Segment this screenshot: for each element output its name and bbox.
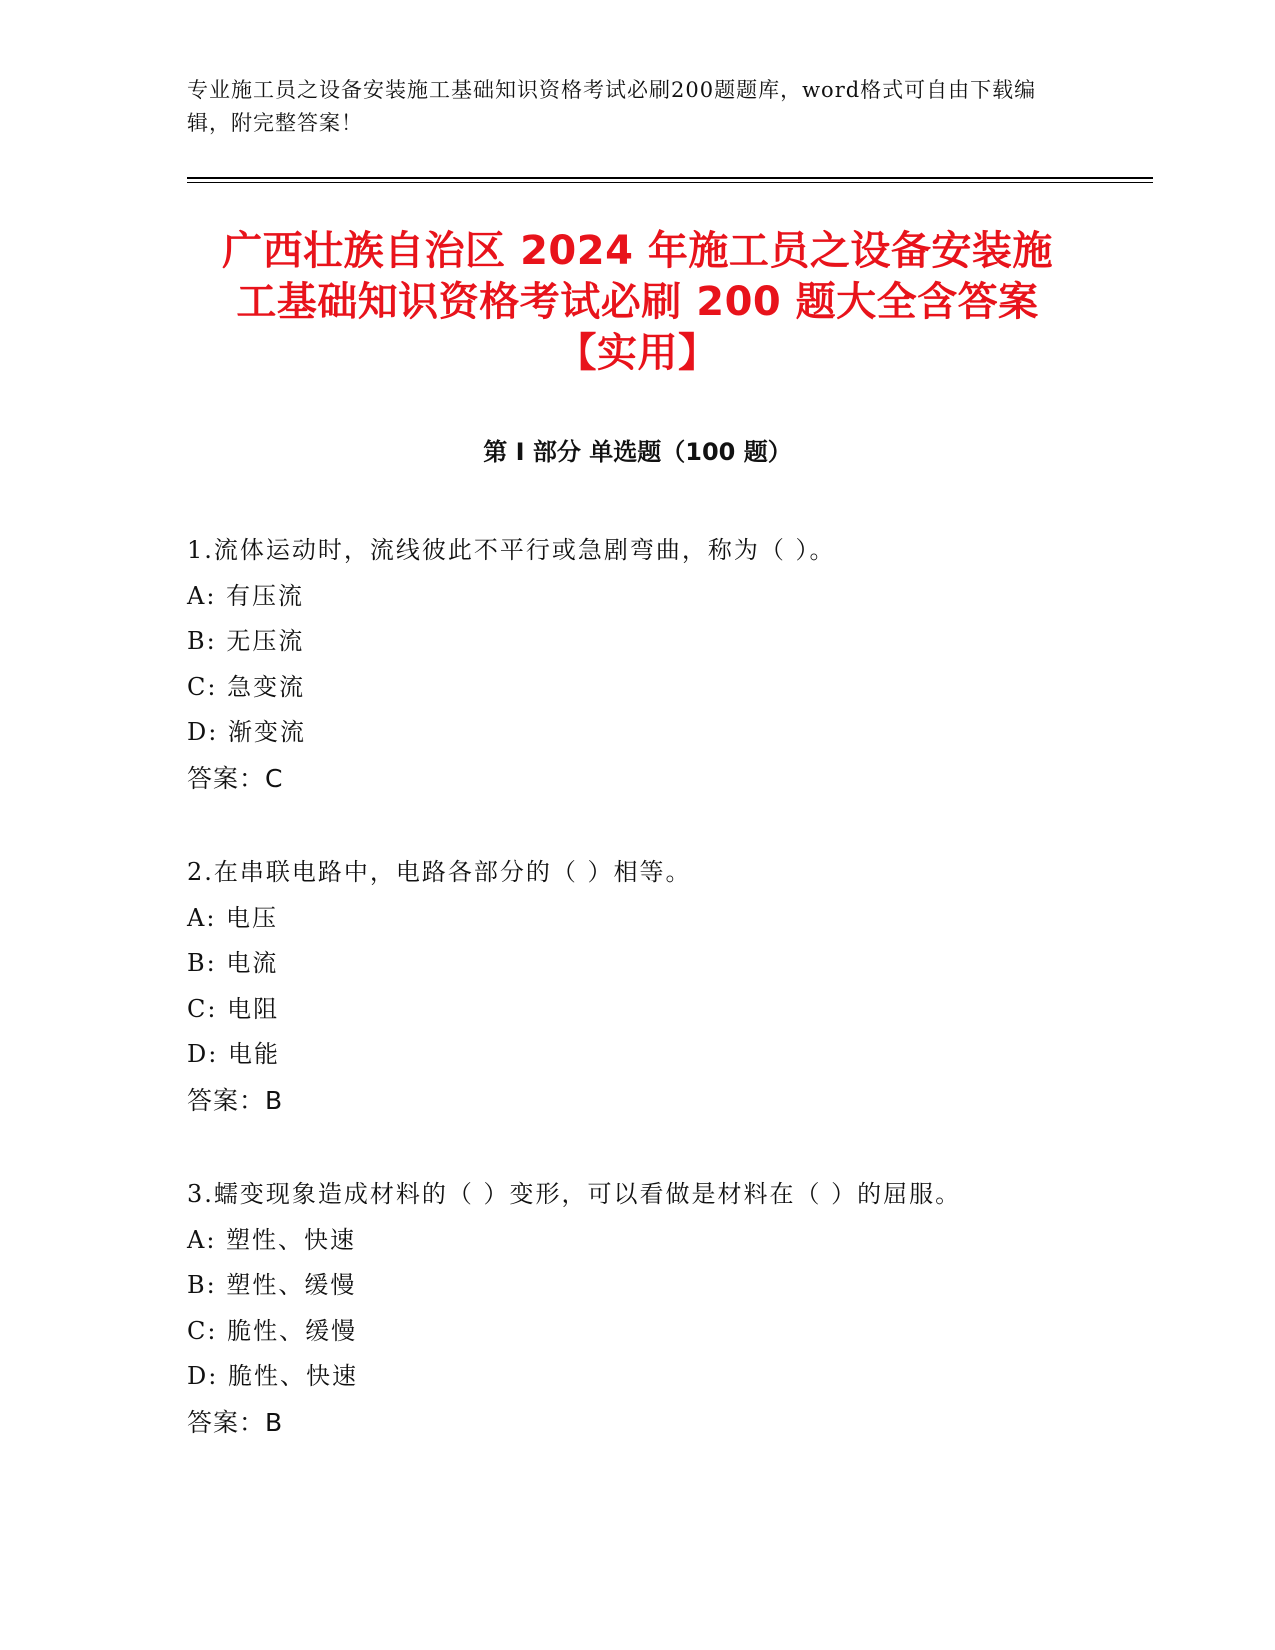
question-answer: 答案：B: [187, 1085, 284, 1115]
option-b: B: 无压流: [187, 627, 305, 655]
document-title: [160, 226, 1115, 379]
title-line-2: 工基础知识资格考试必刷 200 题大全含答案: [236, 279, 1039, 325]
option-c: C: 急变流: [187, 672, 306, 701]
title-line-1: 广西壮族自治区 2024 年施工员之设备安装施: [222, 228, 1053, 274]
option-a: A: 塑性、快速: [187, 1225, 357, 1254]
question-item: [187, 528, 1127, 801]
question-stem: 1.流体运动时，流线彼此不平行或急剧弯曲，称为（ ）。: [187, 536, 836, 564]
question-answer: 答案：C: [187, 763, 284, 793]
header-note: 专业施工员之设备安装施工基础知识资格考试必刷200题题库，word格式可自由下载编辑，附完整答案！: [187, 78, 1037, 135]
option-c: C: 脆性、缓慢: [187, 1316, 358, 1345]
option-b: B: 塑性、缓慢: [187, 1271, 357, 1299]
question-stem: 2.在串联电路中，电路各部分的（ ）相等。: [187, 858, 692, 886]
option-d: D: 渐变流: [187, 718, 306, 746]
question-stem: 3.蠕变现象造成材料的（ ）变形，可以看做是材料在（ ）的屈服。: [187, 1180, 962, 1208]
header-divider-thin: [187, 182, 1153, 183]
option-d: D: 脆性、快速: [187, 1362, 358, 1390]
header-divider-thick: [187, 177, 1153, 179]
option-a: A: 有压流: [187, 581, 305, 610]
option-a: A: 电压: [187, 903, 279, 932]
question-item: [187, 850, 1127, 1123]
question-answer: 答案：B: [187, 1407, 284, 1437]
question-item: [187, 1172, 1127, 1445]
section-heading: 第 I 部分 单选题（100 题）: [483, 438, 792, 466]
option-b: B: 电流: [187, 949, 279, 977]
title-line-3: 【实用】: [556, 330, 719, 376]
option-d: D: 电能: [187, 1040, 280, 1068]
option-c: C: 电阻: [187, 994, 280, 1023]
question-list: [187, 528, 1127, 1494]
